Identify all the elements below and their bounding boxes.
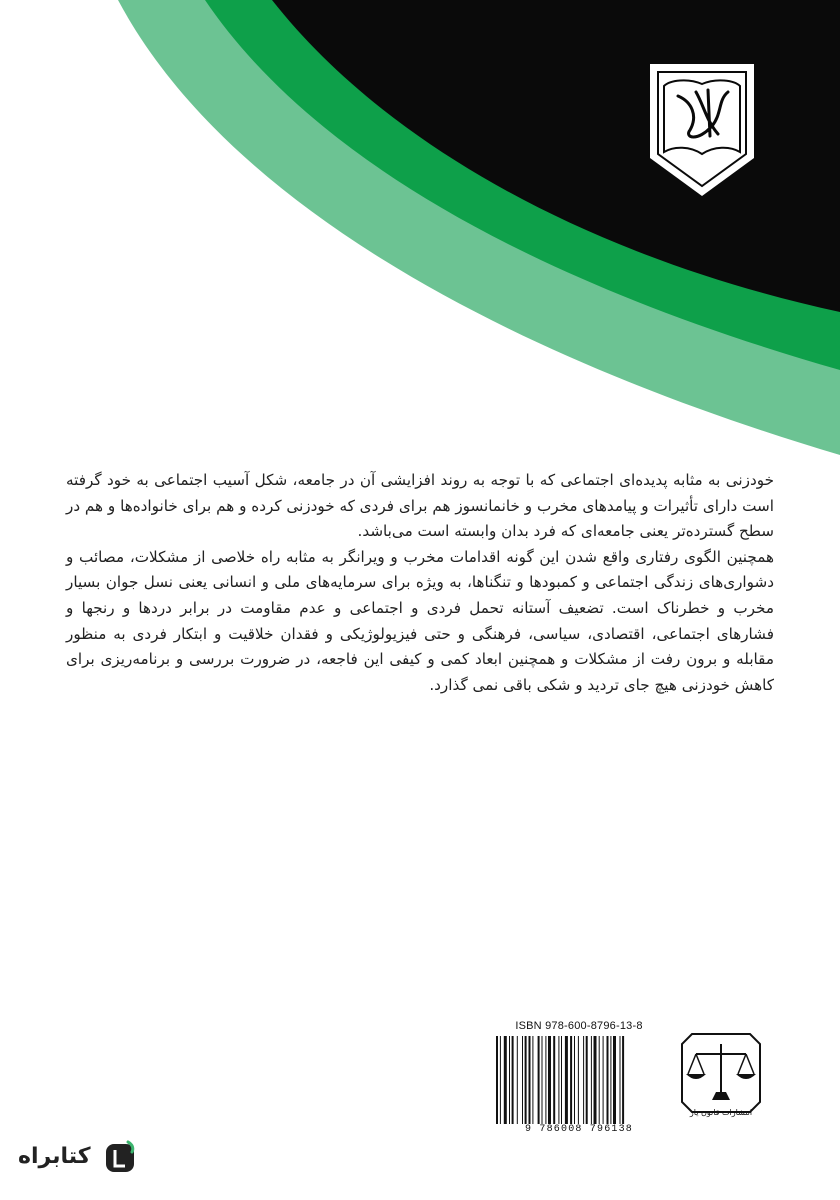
paragraph-2: همچنین الگوی رفتاری واقع شدن این گونه اقدامات مخرب و ویرانگر به مثابه راه خلاصی از مشکلات، مصائب و دشواری‌های زندگی اجتماعی و کمبودها و تنگناها، به ویژه برای سرمایه‌های ملی و انسانی یعنی نسل جوان بسیار مخرب و خطرناک است. تضعیف آستانه تحمل فردی و اجتماعی و عدم مقاومت در برابر دردها و رنجها و فشارهای اجتماعی، اقتصادی، سیاسی، فرهنگی و حتی فیزیولوژیکی و فقدان خلاقیت و ابتکار فردی به منظور مقابله و برون رفت از مشکلات و همچنین ابعاد کمی و کیفی این فاجعه، در ضرورت بررسی و برنامه‌ریزی برای کاهش خودزنی هیچ جای تردید و شکی باقی نمی گذارد. (66, 547, 774, 694)
calligraphy-emblem-icon (648, 62, 756, 198)
paragraph-1: خودزنی به مثابه پدیده‌ای اجتماعی که با توجه به روند افزایشی آن در جامعه، شکل آسیب اجتماعی به خود گرفته است دارای تأثیرات و پیامدهای مخرب و خانمانسوز هم برای فردی که خودزنی کرده و هم برای خانواده‌ها و هم در سطح گسترده‌تر یعنی جامعه‌ای که فرد بدان وابسته است می‌باشد. (66, 471, 774, 541)
brand-name: کتابراه (18, 1144, 91, 1169)
ketabrah-watermark (18, 1138, 128, 1178)
barcode-digits: 9 786008 796138 (524, 1124, 633, 1135)
back-cover-text (66, 468, 774, 698)
isbn-label: ISBN 978-600-8796-13-8 (515, 1020, 643, 1032)
isbn-barcode (490, 1020, 668, 1138)
brand-logo-icon (102, 1140, 138, 1176)
barcode-bars (494, 1036, 664, 1124)
publisher-name: انتشارات قانون یار (689, 1108, 753, 1117)
